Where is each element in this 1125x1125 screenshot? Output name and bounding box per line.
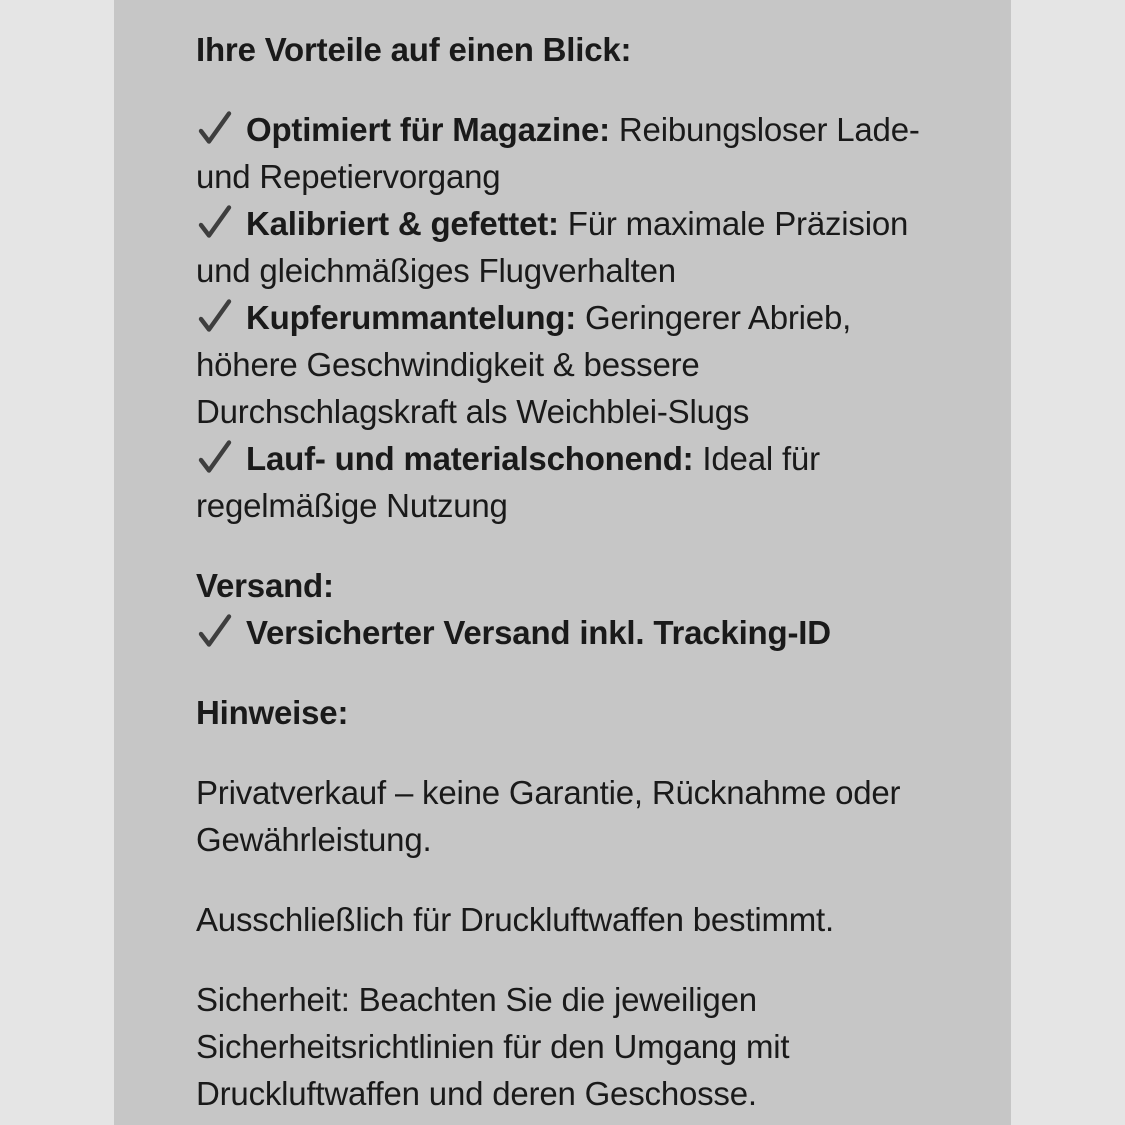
benefits-list-text: Ideal für (693, 440, 820, 477)
check-icon (196, 613, 233, 649)
benefits-list (196, 106, 971, 529)
private-sale-note-text: Gewährleistung. (196, 821, 432, 858)
check-icon (196, 110, 233, 146)
benefits-list-text: Geringerer Abrieb, (576, 299, 852, 336)
product-description-panel (114, 0, 1011, 1125)
shipping-section (196, 562, 971, 656)
safety-note (196, 976, 971, 1117)
benefits-list-text: Kalibriert & gefettet: (246, 205, 559, 242)
benefits-list-text: und gleichmäßiges Flugverhalten (196, 252, 676, 289)
private-sale-note (196, 769, 971, 863)
safety-note-text: Druckluftwaffen und deren Geschosse. (196, 1075, 757, 1112)
benefits-list-text: Für maximale Präzision (558, 205, 909, 242)
benefits-list-text: Reibungsloser Lade- (609, 111, 920, 148)
benefits-list-text: Durchschlagskraft als Weichblei-Slugs (196, 393, 750, 430)
notes-heading-text: Hinweise: (196, 694, 349, 731)
benefits-list-text: Lauf- und materialschonend: (246, 440, 694, 477)
benefits-list-text: höhere Geschwindigkeit & bessere (196, 346, 700, 383)
check-icon (196, 298, 233, 334)
benefits-heading (196, 26, 971, 73)
benefits-list-text: regelmäßige Nutzung (196, 487, 508, 524)
benefits-list-text: und Repetiervorgang (196, 158, 501, 195)
private-sale-note-text: Privatverkauf – keine Garantie, Rücknahme oder (196, 774, 901, 811)
check-icon (196, 204, 233, 240)
shipping-section-text: Versicherter Versand inkl. Tracking-ID (246, 614, 831, 651)
side-gutter-right (1011, 0, 1125, 1125)
airgun-only-note-text: Ausschließlich für Druckluftwaffen bestimmt. (196, 901, 834, 938)
benefits-heading-text: Ihre Vorteile auf einen Blick: (196, 31, 632, 68)
benefits-list-text: Kupferummantelung: (246, 299, 577, 336)
notes-heading (196, 689, 971, 736)
safety-note-text: Sicherheit: Beachten Sie die jeweiligen (196, 981, 757, 1018)
check-icon (196, 439, 233, 475)
shipping-section-text: Versand: (196, 567, 334, 604)
safety-note-text: Sicherheitsrichtlinien für den Umgang mit (196, 1028, 790, 1065)
airgun-only-note (196, 896, 971, 943)
side-gutter-left (0, 0, 114, 1125)
benefits-list-text: Optimiert für Magazine: (246, 111, 610, 148)
